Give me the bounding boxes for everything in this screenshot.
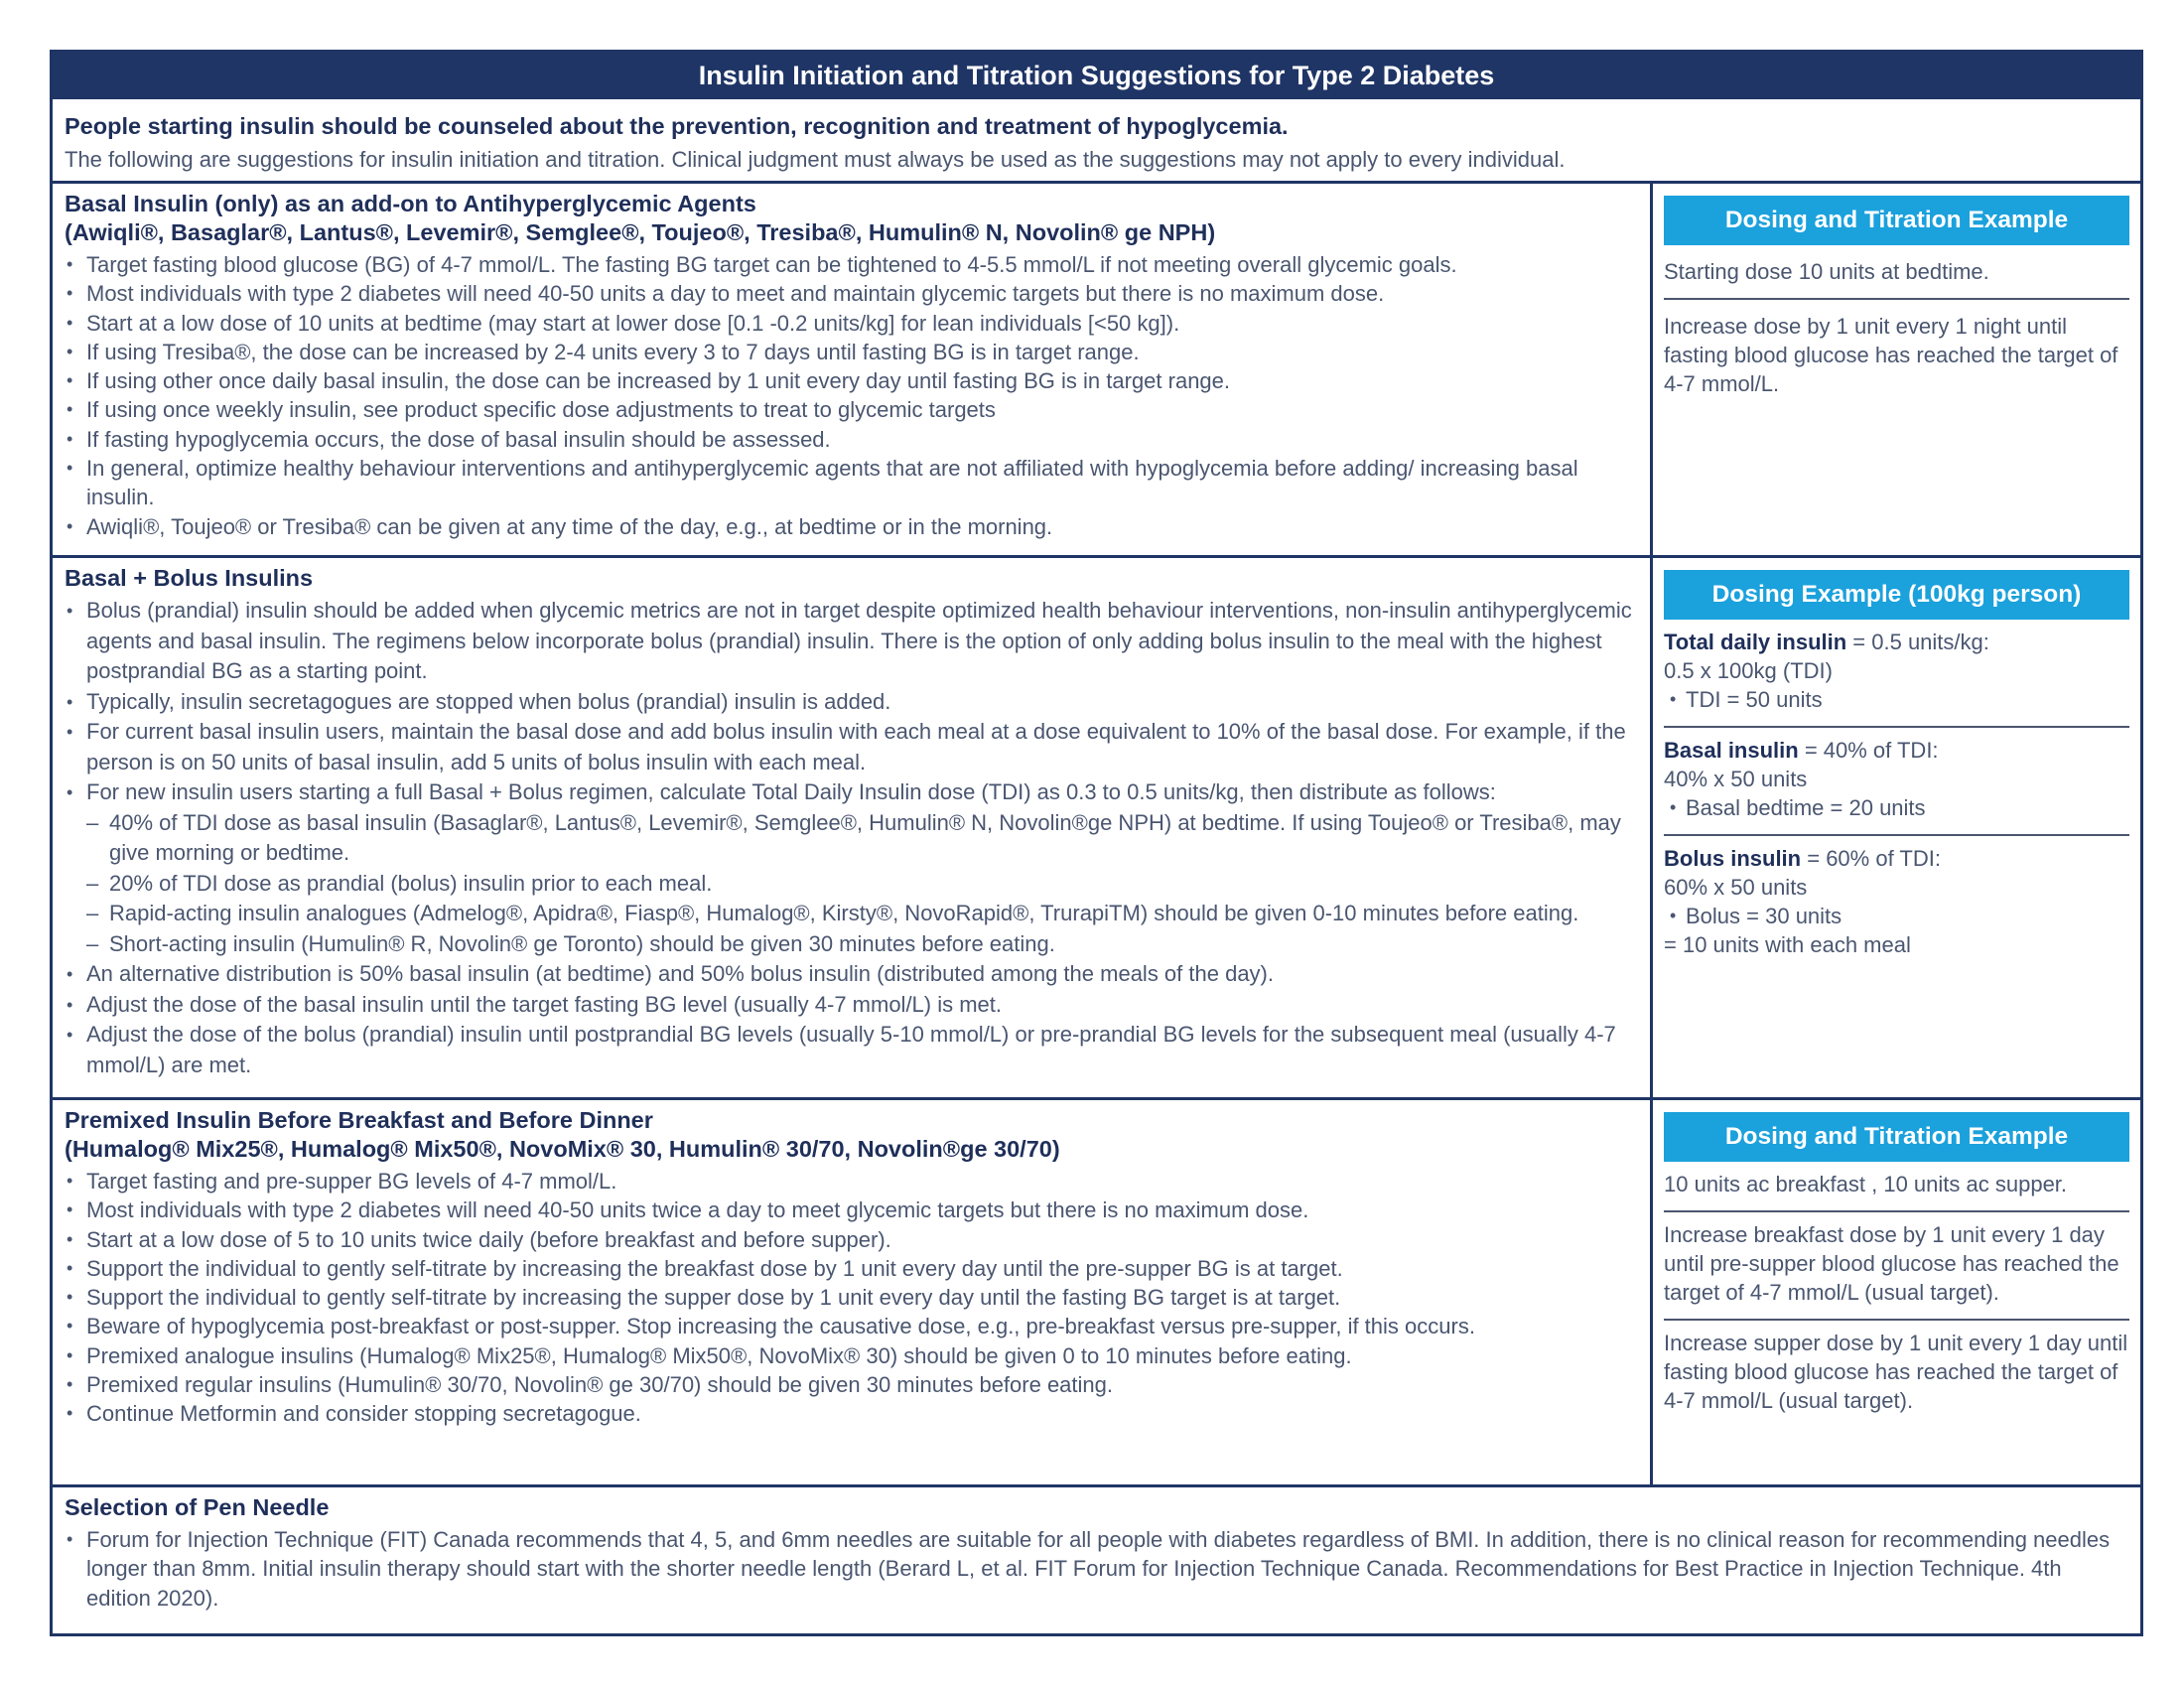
premixed-side-breakfast <box>1664 1212 2129 1321</box>
side-text: Starting dose 10 units at bedtime. <box>1664 259 1989 284</box>
list-item: • Most individuals with type 2 diabetes will need 40-50 units twice a day to meet glycemic targets but there is no maximum dose. <box>65 1196 1638 1224</box>
list-item: • Most individuals with type 2 diabetes will need 40-50 units a day to meet and maintain glycemic targets but there is no maximum dose. <box>65 279 1638 308</box>
list-item: • If fasting hypoglycemia occurs, the dose of basal insulin should be assessed. <box>65 425 1638 454</box>
premixed-side-supper <box>1664 1321 2129 1427</box>
basal-main <box>53 184 1653 555</box>
premixed-heading: Premixed Insulin Before Breakfast and Before Dinner <box>65 1107 653 1133</box>
list-subitem: – 40% of TDI dose as basal insulin (Basaglar®, Lantus®, Levemir®, Semglee®, Humulin® N, Novolin®ge NPH) at bedtime. If using Toujeo® or Tresiba®, may give morning or bedtime. <box>65 808 1638 869</box>
premixed-side-start <box>1664 1162 2129 1212</box>
pen-bullet-list <box>65 1525 2128 1613</box>
basal-side-titration <box>1664 300 2129 410</box>
pen-main <box>53 1487 2140 1637</box>
list-item: • For current basal insulin users, maintain the basal dose and add bolus insulin with each meal at a dose equivalent to 10% of the basal dose. For example, if the person is on 50 units of basal insulin, add 5 units of bolus insulin with each meal. <box>65 717 1638 777</box>
side-text: 10 units ac breakfast , 10 units ac supper. <box>1664 1172 2068 1196</box>
premixed-side-panel <box>1653 1100 2140 1484</box>
list-item: • An alternative distribution is 50% basal insulin (at bedtime) and 50% bolus insulin (distributed among the meals of the day). <box>65 959 1638 990</box>
bolus-dose-rest: = 60% of TDI: <box>1801 846 1941 871</box>
basal-side-start <box>1664 245 2129 300</box>
list-item: • Adjust the dose of the basal insulin until the target fasting BG level (usually 4-7 mmol/L) is met. <box>65 990 1638 1021</box>
tdi-calc: 0.5 x 100kg (TDI) <box>1664 658 1833 683</box>
basal-dose-calc: 40% x 50 units <box>1664 767 1808 791</box>
bolus-side-title: Dosing Example (100kg person) <box>1664 570 2129 620</box>
list-subitem: – Rapid-acting insulin analogues (Admelog®, Apidra®, Fiasp®, Humalog®, Kirsty®, NovoRapid®, TrurapiTM) should be given 0-10 minutes before eating. <box>65 899 1638 929</box>
basal-dose-rest: = 40% of TDI: <box>1798 738 1939 763</box>
list-item: • Awiqli®, Toujeo® or Tresiba® can be given at any time of the day, e.g., at bedtime or in the morning. <box>65 512 1638 541</box>
guideline-table <box>50 50 2143 1636</box>
list-item: • Beware of hypoglycemia post-breakfast or post-supper. Stop increasing the causative dose, e.g., pre-breakfast versus pre-supper, if this occurs. <box>65 1312 1638 1340</box>
list-item: • Start at a low dose of 5 to 10 units twice daily (before breakfast and before supper). <box>65 1225 1638 1254</box>
list-item: • Premixed regular insulins (Humulin® 30/70, Novolin® ge 30/70) should be given 30 minutes before eating. <box>65 1370 1638 1399</box>
pen-needle-section <box>53 1487 2140 1637</box>
premixed-bullet-list <box>65 1167 1638 1429</box>
bolus-side-panel <box>1653 558 2140 1097</box>
basal-bullet-list <box>65 250 1638 541</box>
basal-heading: Basal Insulin (only) as an add-on to Antihyperglycemic Agents <box>65 191 756 216</box>
basal-dose-result: • Basal bedtime = 20 units <box>1664 793 2129 822</box>
basal-side-panel <box>1653 184 2140 555</box>
list-item: • If using other once daily basal insulin, the dose can be increased by 1 unit every day until fasting BG is in target range. <box>65 366 1638 395</box>
pen-heading: Selection of Pen Needle <box>65 1494 330 1520</box>
bolus-dose-block <box>1664 836 2129 971</box>
list-subitem: – 20% of TDI dose as prandial (bolus) insulin prior to each meal. <box>65 869 1638 900</box>
list-item: • Adjust the dose of the bolus (prandial) insulin until postprandial BG levels (usually 5-10 mmol/L) or pre-prandial BG levels for the subsequent meal (usually 4-7 mmol/L) are met. <box>65 1020 1638 1080</box>
basal-dose-line <box>1664 736 2129 765</box>
basal-dose-block <box>1664 728 2129 836</box>
list-item: • Forum for Injection Technique (FIT) Canada recommends that 4, 5, and 6mm needles are suitable for all people with diabetes regardless of BMI. In addition, there is no clinical reason for recommending needles longer than 8mm. Initial insulin therapy should start with the shorter needle length (Berard L, et al. FIT Forum for Injection Technique Canada. Recommendations for Best Practice in Injection Technique. 4th edition 2020). <box>65 1525 2128 1613</box>
premixed-side-title: Dosing and Titration Example <box>1664 1112 2129 1162</box>
list-item: • Target fasting and pre-supper BG levels of 4-7 mmol/L. <box>65 1167 1638 1196</box>
list-item: • If using once weekly insulin, see product specific dose adjustments to treat to glycemic targets <box>65 395 1638 424</box>
list-subitem: – Short-acting insulin (Humulin® R, Novolin® ge Toronto) should be given 30 minutes before eating. <box>65 929 1638 960</box>
page-title: Insulin Initiation and Titration Suggestions for Type 2 Diabetes <box>53 53 2140 99</box>
side-text: Increase supper dose by 1 unit every 1 day until fasting blood glucose has reached the target of 4-7 mmol/L (usual target). <box>1664 1331 2128 1413</box>
intro-bold-text: People starting insulin should be counseled about the prevention, recognition and treatment of hypoglycemia. <box>65 113 1289 139</box>
bolus-bullet-list <box>65 596 1638 1080</box>
premixed-main <box>53 1100 1653 1484</box>
bolus-dose-calc: 60% x 50 units <box>1664 875 1808 900</box>
side-text: Increase dose by 1 unit every 1 night until fasting blood glucose has reached the target of 4-7 mmol/L. <box>1664 314 2118 396</box>
tdi-result: • TDI = 50 units <box>1664 685 2129 714</box>
basal-bolus-section <box>53 558 2140 1100</box>
intro-section <box>53 99 2140 184</box>
premixed-subheading: (Humalog® Mix25®, Humalog® Mix50®, NovoMix® 30, Humulin® 30/70, Novolin®ge 30/70) <box>65 1136 1060 1162</box>
bolus-dose-line <box>1664 844 2129 873</box>
list-item: • Support the individual to gently self-titrate by increasing the supper dose by 1 unit every day until the fasting BG target is at target. <box>65 1283 1638 1312</box>
side-text: Increase breakfast dose by 1 unit every 1 day until pre-supper blood glucose has reached the target of 4-7 mmol/L (usual target). <box>1664 1222 2119 1305</box>
tdi-line <box>1664 628 2129 656</box>
basal-side-title: Dosing and Titration Example <box>1664 196 2129 245</box>
list-item: • If using Tresiba®, the dose can be increased by 2-4 units every 3 to 7 days until fasting BG is in target range. <box>65 338 1638 366</box>
list-item: • Bolus (prandial) insulin should be added when glycemic metrics are not in target despite optimized health behaviour interventions, non-insulin antihyperglycemic agents and basal insulin. The regimens below incorporate bolus (prandial) insulin. There is the option of only adding bolus insulin to the meal with the highest postprandial BG as a starting point. <box>65 596 1638 687</box>
list-item: • Start at a low dose of 10 units at bedtime (may start at lower dose [0.1 -0.2 units/kg] for lean individuals [<50 kg]). <box>65 309 1638 338</box>
bolus-dose-meal: = 10 units with each meal <box>1664 932 1911 957</box>
list-item: • Premixed analogue insulins (Humalog® Mix25®, Humalog® Mix50®, NovoMix® 30) should be given 0 to 10 minutes before eating. <box>65 1341 1638 1370</box>
tdi-rest: = 0.5 units/kg: <box>1846 630 1989 654</box>
premixed-section <box>53 1100 2140 1487</box>
basal-subheading: (Awiqli®, Basaglar®, Lantus®, Levemir®, Semglee®, Toujeo®, Tresiba®, Humulin® N, Novolin® ge NPH) <box>65 219 1216 245</box>
bolus-main <box>53 558 1653 1097</box>
list-item: • Typically, insulin secretagogues are stopped when bolus (prandial) insulin is added. <box>65 687 1638 718</box>
list-item: • Target fasting blood glucose (BG) of 4-7 mmol/L. The fasting BG target can be tightened to 4-5.5 mmol/L if not meeting overall glycemic goals. <box>65 250 1638 279</box>
bolus-dose-result: • Bolus = 30 units <box>1664 902 2129 930</box>
list-item: • In general, optimize healthy behaviour interventions and antihyperglycemic agents that are not affiliated with hypoglycemia before adding/ increasing basal insulin. <box>65 454 1638 512</box>
bolus-dose-label: Bolus insulin <box>1664 846 1802 871</box>
list-item: • Continue Metformin and consider stopping secretagogue. <box>65 1399 1638 1428</box>
list-item: • Support the individual to gently self-titrate by increasing the breakfast dose by 1 unit every day until the pre-supper BG is at target. <box>65 1254 1638 1283</box>
tdi-label: Total daily insulin <box>1664 630 1847 654</box>
basal-dose-label: Basal insulin <box>1664 738 1799 763</box>
list-item: • For new insulin users starting a full Basal + Bolus regimen, calculate Total Daily Insulin dose (TDI) as 0.3 to 0.5 units/kg, then distribute as follows: <box>65 777 1638 808</box>
tdi-block <box>1664 620 2129 728</box>
basal-insulin-section <box>53 184 2140 558</box>
intro-text: The following are suggestions for insulin initiation and titration. Clinical judgment must always be used as the suggestions may not apply to every individual. <box>65 147 1566 172</box>
bolus-heading: Basal + Bolus Insulins <box>65 565 314 591</box>
